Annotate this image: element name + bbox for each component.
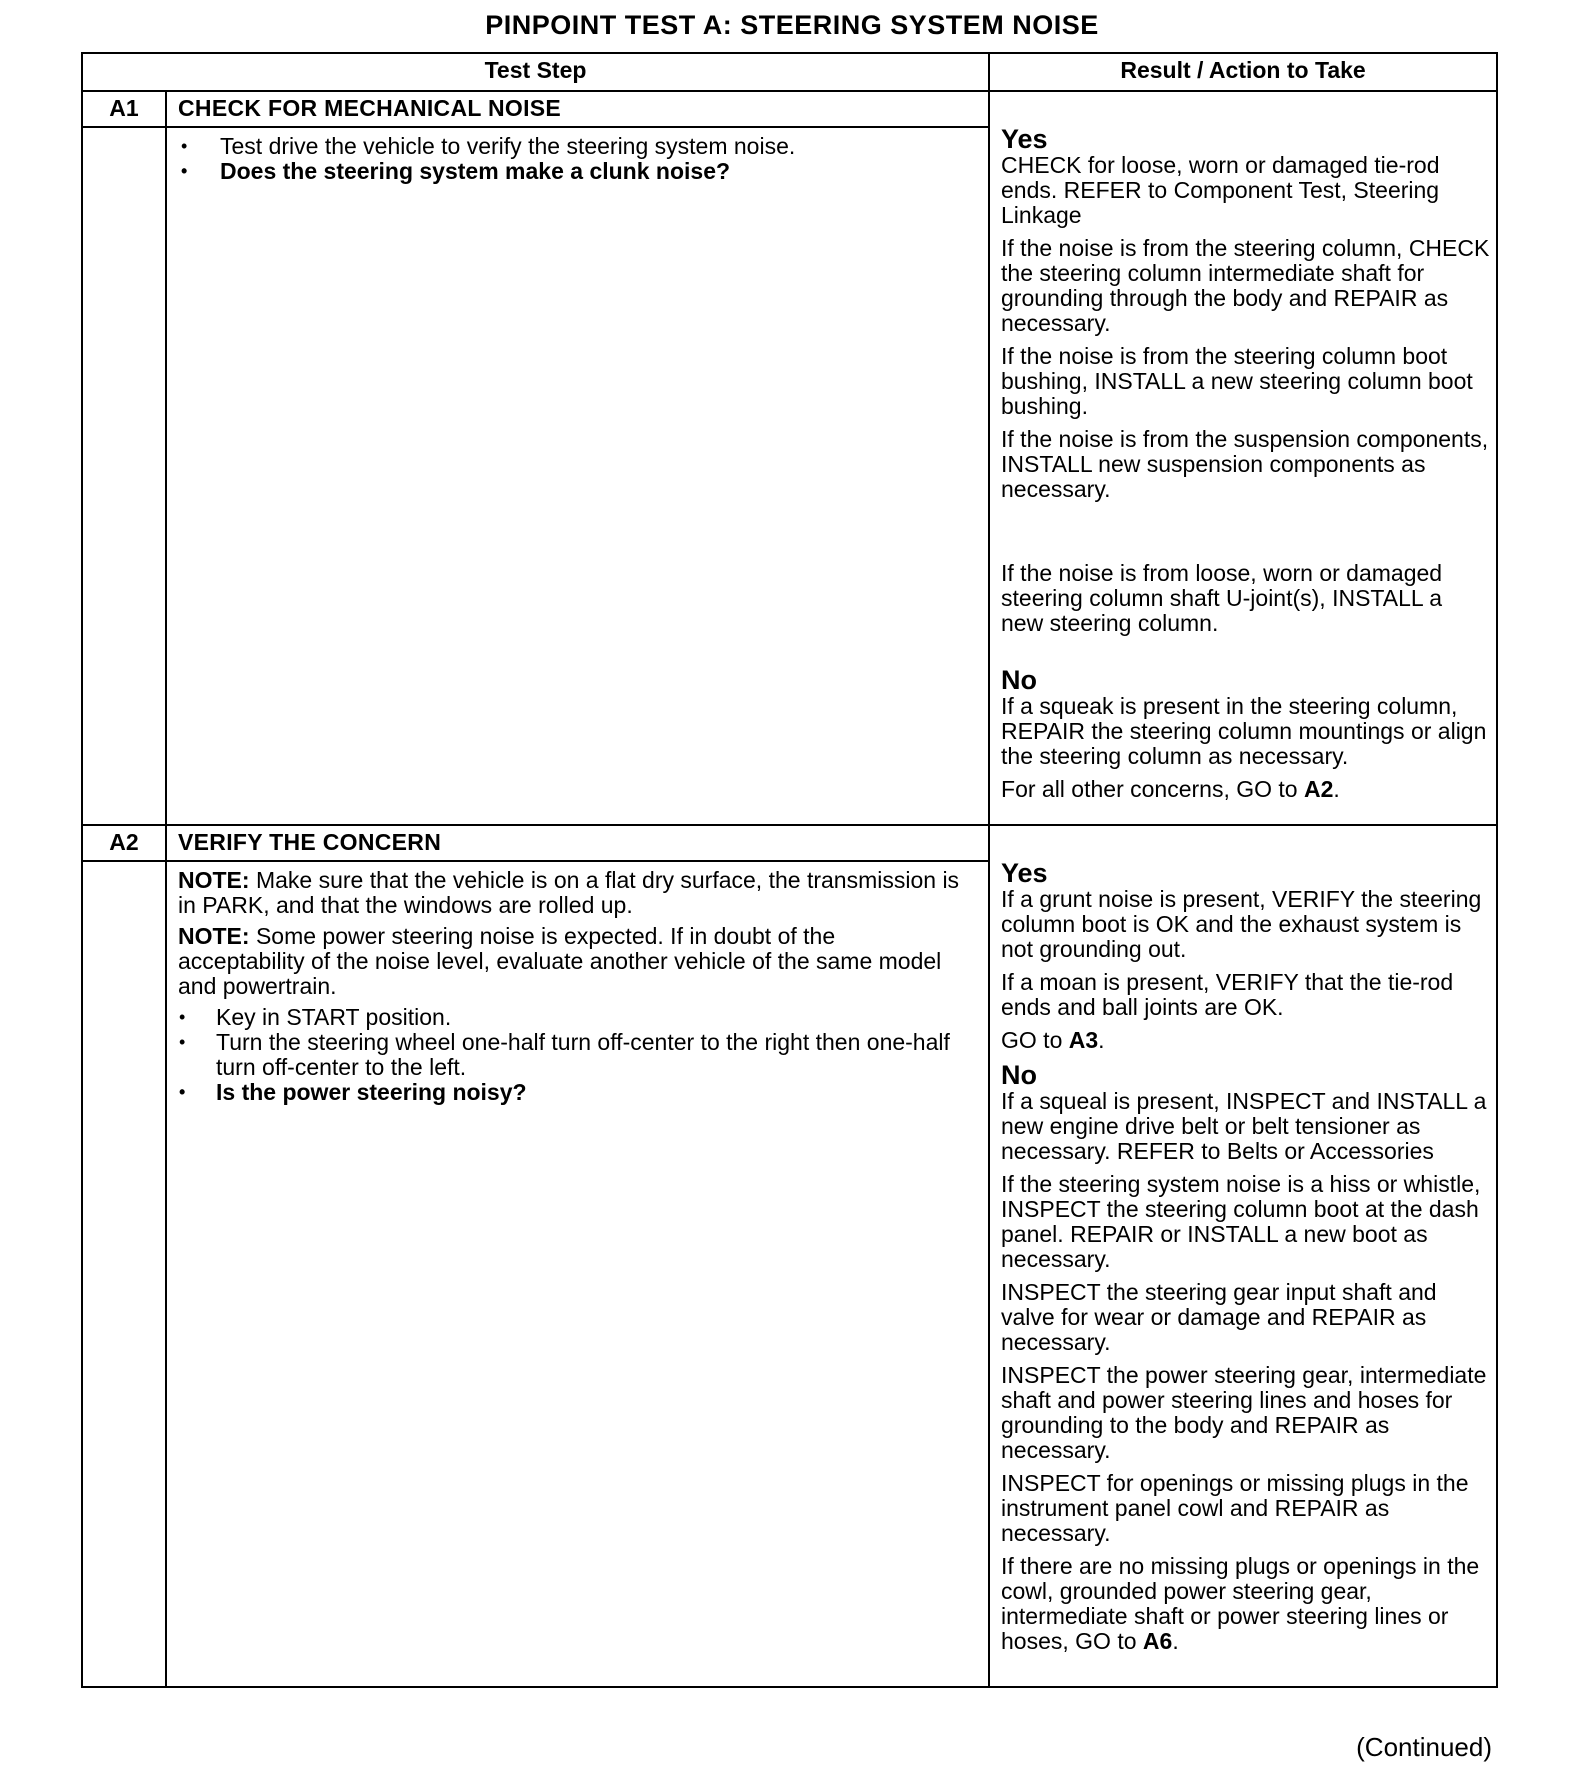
result-text: If a grunt noise is present, VERIFY the steering column boot is OK and the exhaust system is not grounding out. <box>1001 886 1482 962</box>
goto-ref: A6 <box>1142 1628 1173 1654</box>
pinpoint-test-table <box>81 52 1498 1688</box>
step-bullet: • Test drive the vehicle to verify the steering system noise. <box>167 134 988 159</box>
step-a2-instructions <box>166 861 989 1687</box>
result-text: INSPECT the steering gear input shaft and valve for wear or damage and REPAIR as necessary. <box>1001 1279 1437 1355</box>
result-text: INSPECT the power steering gear, intermediate shaft and power steering lines and hoses for grounding to the body and REPAIR as necessary. <box>1001 1362 1487 1463</box>
step-bullet: • Key in START position. <box>178 1005 968 1030</box>
note-paragraph: NOTE: Some power steering noise is expected. If in doubt of the acceptability of the noise level, evaluate another vehicle of the same model and powertrain. <box>178 923 942 999</box>
test-step-header: Test Step <box>82 53 989 91</box>
step-heading: CHECK FOR MECHANICAL NOISE <box>166 91 989 127</box>
result-header: Result / Action to Take <box>989 53 1497 91</box>
no-label: No <box>1001 1060 1038 1090</box>
goto-ref: A2 <box>1303 776 1334 802</box>
result-text: If the noise is from the steering column, CHECK the steering column intermediate shaft for grounding through the body and REPAIR as necessary. <box>1001 235 1490 336</box>
yes-label: Yes <box>1001 858 1048 888</box>
note-label: NOTE: <box>178 867 250 893</box>
step-a2-heading-row <box>82 825 1497 861</box>
result-text: If the steering system noise is a hiss or whistle, INSPECT the steering column boot at the dash panel. REPAIR or INSTALL a new boot as necessary. <box>1001 1171 1481 1272</box>
step-a1-result <box>989 91 1497 825</box>
result-text: CHECK for loose, worn or damaged tie-rod ends. REFER to Component Test, Steering Linkage <box>1001 152 1440 228</box>
note-label: NOTE: <box>178 923 250 949</box>
continued-label: (Continued) <box>1356 1732 1492 1762</box>
step-a2-result <box>989 825 1497 1687</box>
goto-text: If there are no missing plugs or openings in the cowl, grounded power steering gear, intermediate shaft or power steering lines or hoses, GO to A6. <box>1001 1553 1480 1654</box>
step-a1-instructions <box>166 127 989 825</box>
step-question: • Is the power steering noisy? <box>178 1080 968 1105</box>
step-question: • Does the steering system make a clunk noise? <box>167 159 988 184</box>
page-title: PINPOINT TEST A: STEERING SYSTEM NOISE <box>485 10 1099 40</box>
result-text: If a squeak is present in the steering column, REPAIR the steering column mountings or align the steering column as necessary. <box>1001 693 1487 769</box>
result-text: If the noise is from loose, worn or damaged steering column shaft U-joint(s), INSTALL a new steering column. <box>1001 560 1443 636</box>
step-id: A1 <box>82 91 166 127</box>
yes-label: Yes <box>1001 124 1048 154</box>
goto-ref: A3 <box>1068 1027 1099 1053</box>
note-paragraph: NOTE: Make sure that the vehicle is on a flat dry surface, the transmission is in PARK, and that the windows are rolled up. <box>178 867 960 918</box>
no-label: No <box>1001 665 1038 695</box>
step-a1-heading-row <box>82 91 1497 127</box>
result-text: If a squeal is present, INSPECT and INSTALL a new engine drive belt or belt tensioner as necessary. REFER to Belts or Accessories <box>1001 1088 1487 1164</box>
step-bullet: • Turn the steering wheel one-half turn off-center to the right then one-half turn off-center to the left. <box>178 1030 968 1080</box>
step-id: A2 <box>82 825 166 861</box>
result-text: If the noise is from the steering column boot bushing, INSTALL a new steering column boot bushing. <box>1001 343 1473 419</box>
result-text: If the noise is from the suspension components, INSTALL new suspension components as necessary. <box>1001 426 1489 502</box>
header-row <box>82 53 1497 91</box>
result-text: If a moan is present, VERIFY that the tie-rod ends and ball joints are OK. <box>1001 969 1454 1020</box>
goto-text: GO to A3. <box>1001 1027 1105 1053</box>
result-text: INSPECT for openings or missing plugs in the instrument panel cowl and REPAIR as necessary. <box>1001 1470 1469 1546</box>
goto-text: For all other concerns, GO to A2. <box>1001 776 1340 802</box>
step-heading: VERIFY THE CONCERN <box>166 825 989 861</box>
